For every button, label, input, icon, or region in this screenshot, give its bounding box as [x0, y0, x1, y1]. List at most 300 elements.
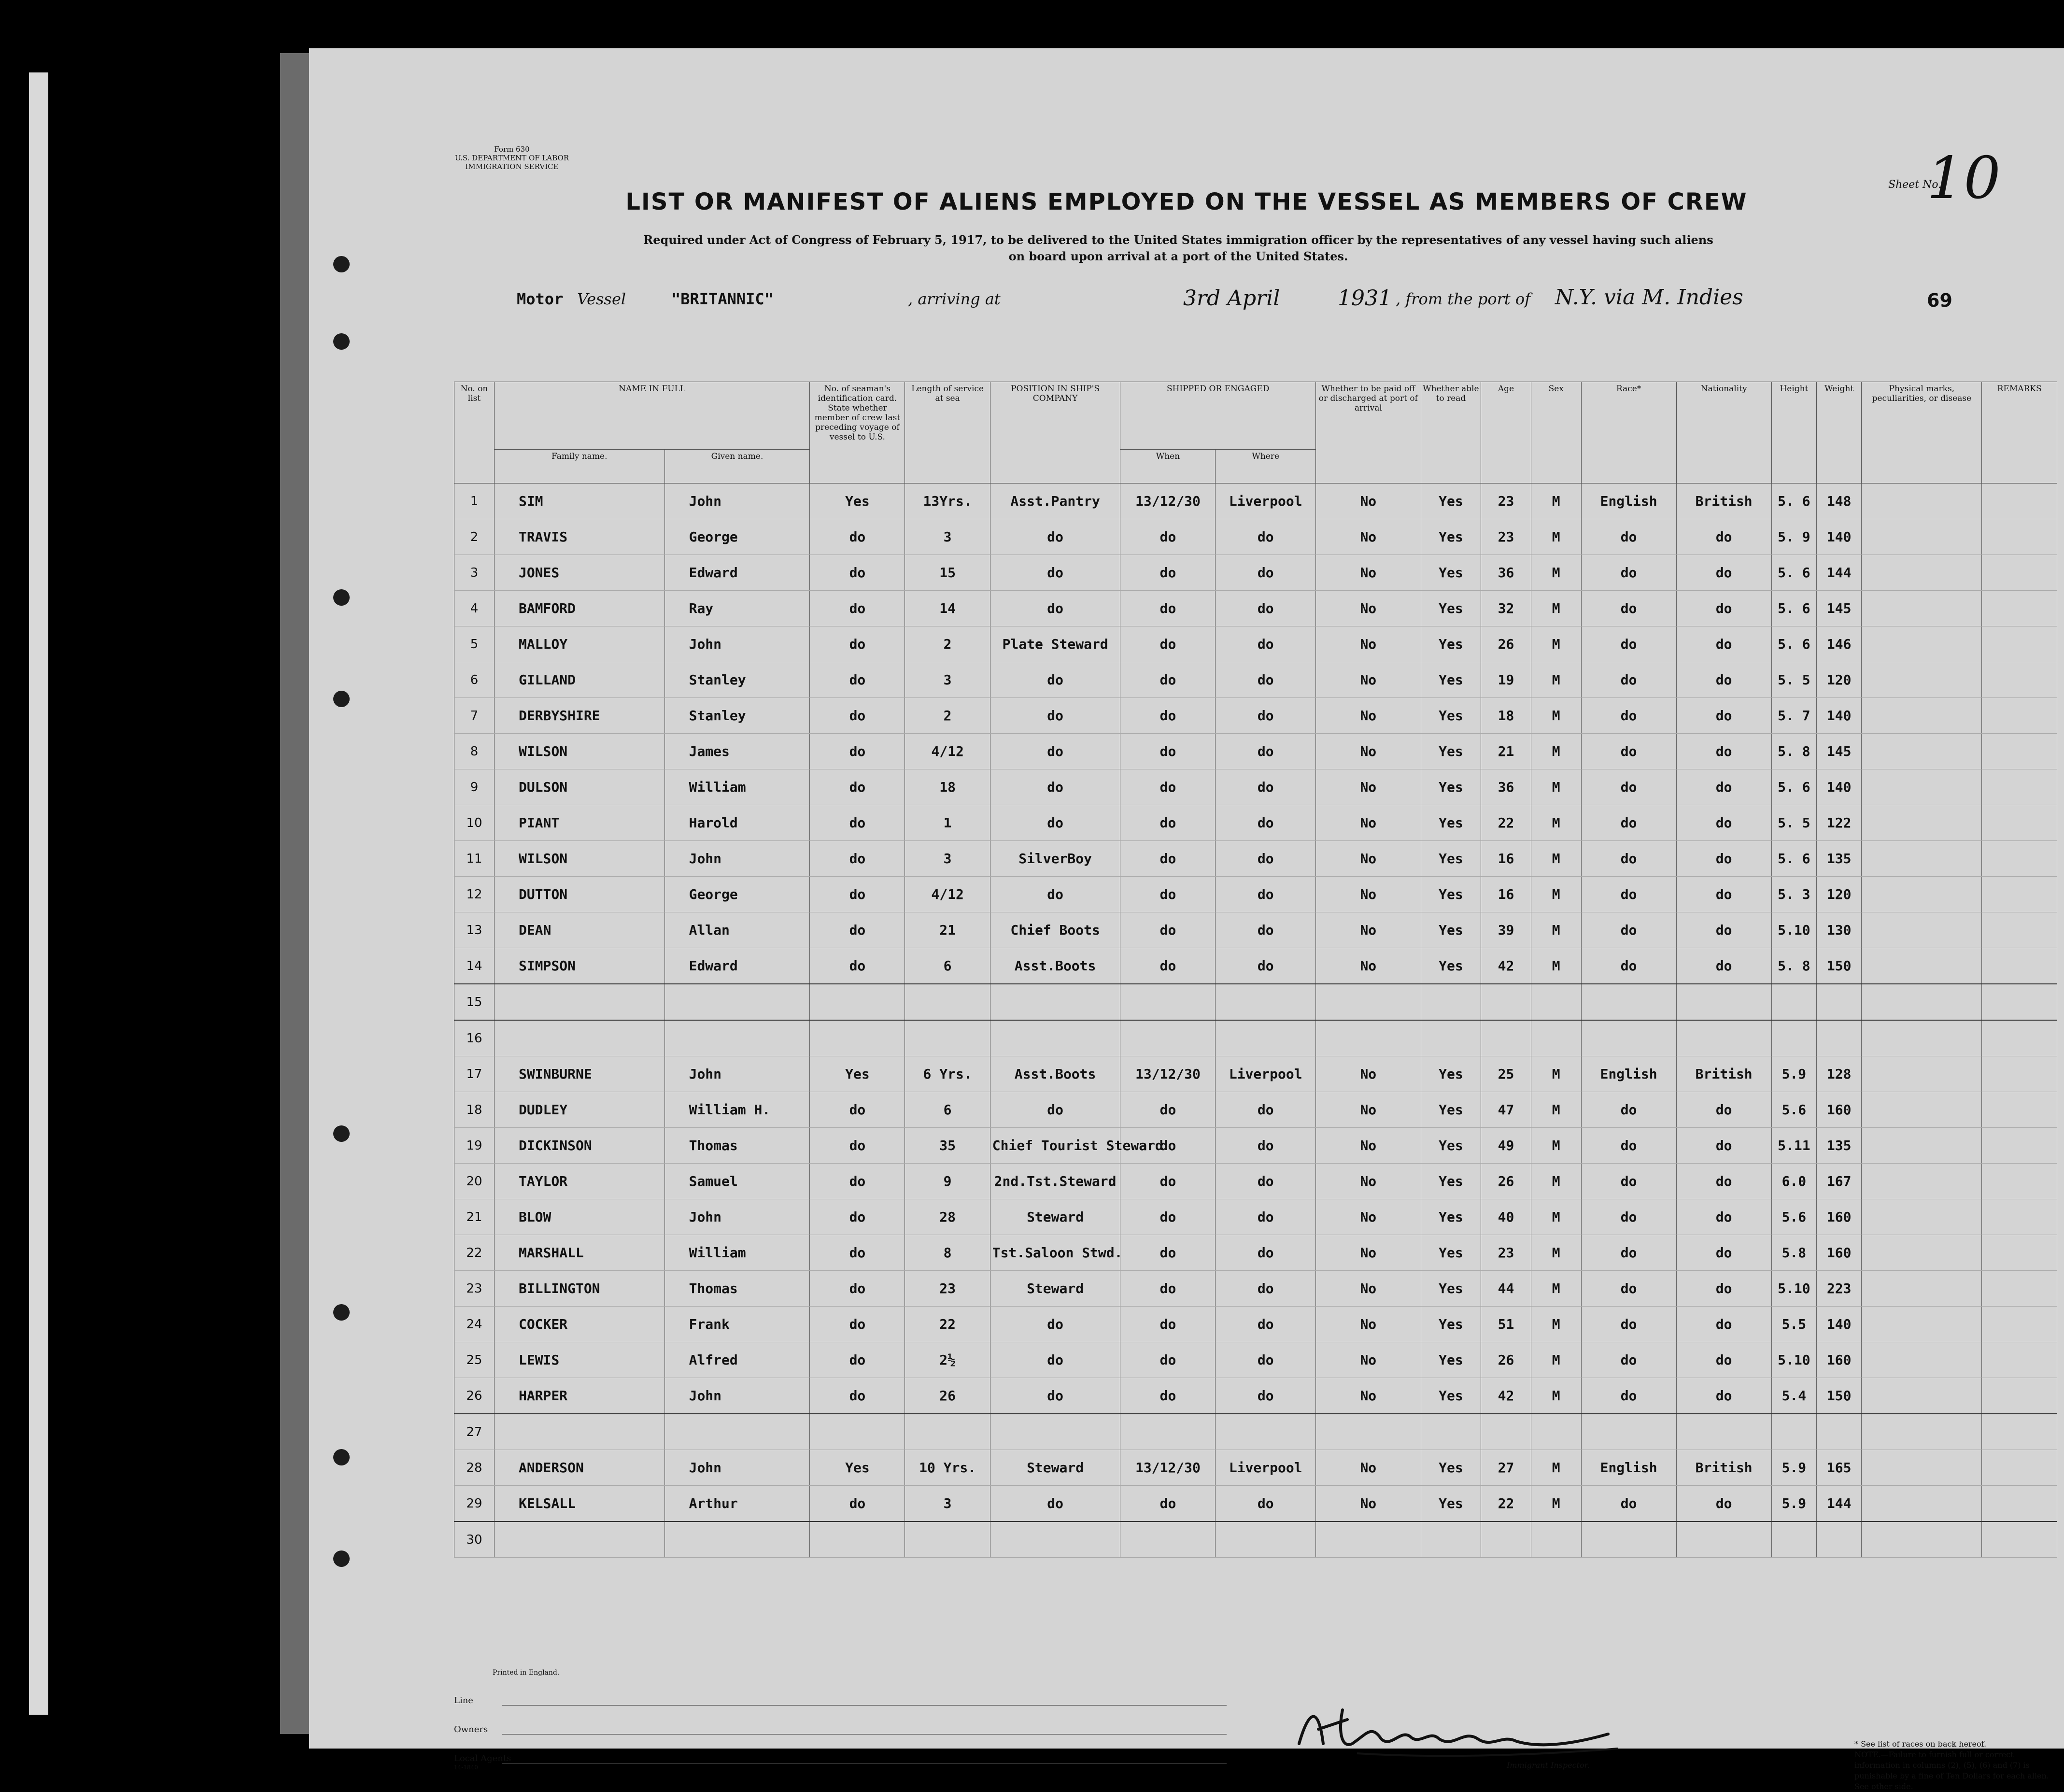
- cell-where: do: [1216, 662, 1315, 698]
- cell-nat: do: [1676, 912, 1771, 948]
- table-row: [454, 841, 2057, 877]
- cell-service: 13Yrs.: [905, 484, 990, 519]
- cell-prev: do: [810, 698, 905, 734]
- cell-nat: [1676, 1522, 1771, 1558]
- cell-race: do: [1581, 877, 1676, 912]
- cell-read: Yes: [1421, 1378, 1481, 1414]
- table-row: [454, 1486, 2057, 1522]
- col-when: When: [1120, 450, 1216, 484]
- cell-read: Yes: [1421, 1128, 1481, 1164]
- cell-prev: do: [810, 519, 905, 555]
- cell-where: do: [1216, 841, 1315, 877]
- cell-sex: M: [1531, 519, 1581, 555]
- cell-where: do: [1216, 1164, 1315, 1199]
- cell-paid: No: [1315, 1164, 1421, 1199]
- cell-no: 4: [454, 591, 495, 626]
- cell-paid: No: [1315, 1378, 1421, 1414]
- cell-family: TAYLOR: [494, 1164, 664, 1199]
- cell-remarks: [1982, 1128, 2057, 1164]
- cell-remarks: [1982, 984, 2057, 1020]
- cell-where: do: [1216, 591, 1315, 626]
- cell-prev: do: [810, 734, 905, 769]
- printed-note: Printed in England.: [493, 1669, 560, 1677]
- table-row: [454, 1414, 2057, 1450]
- page-subtitle: [599, 232, 1758, 265]
- cell-remarks: [1982, 948, 2057, 984]
- cell-race: [1581, 1020, 1676, 1056]
- cell-weight: 120: [1817, 662, 1862, 698]
- cell-prev: do: [810, 555, 905, 591]
- cell-no: 30: [454, 1522, 495, 1558]
- vessel-line: [309, 285, 2064, 319]
- cell-no: 13: [454, 912, 495, 948]
- inspector-label: Immigrant Inspector.: [1507, 1761, 1590, 1770]
- cell-position: Steward: [990, 1450, 1120, 1486]
- cell-prev: do: [810, 1235, 905, 1271]
- cell-age: 16: [1481, 841, 1531, 877]
- cell-given: John: [664, 1199, 810, 1235]
- cell-no: 12: [454, 877, 495, 912]
- cell-where: do: [1216, 1342, 1315, 1378]
- cell-weight: 160: [1817, 1199, 1862, 1235]
- cell-service: 2: [905, 626, 990, 662]
- cell-given: [664, 984, 810, 1020]
- cell-nat: do: [1676, 1092, 1771, 1128]
- cell-family: BAMFORD: [494, 591, 664, 626]
- cell-read: Yes: [1421, 1199, 1481, 1235]
- cell-height: 5.10: [1771, 1342, 1816, 1378]
- cell-height: [1771, 984, 1816, 1020]
- cell-marks: [1862, 519, 1982, 555]
- cell-race: do: [1581, 912, 1676, 948]
- cell-service: 9: [905, 1164, 990, 1199]
- cell-service: 3: [905, 662, 990, 698]
- cell-age: 19: [1481, 662, 1531, 698]
- cell-sex: M: [1531, 1164, 1581, 1199]
- cell-marks: [1862, 1164, 1982, 1199]
- cell-read: Yes: [1421, 948, 1481, 984]
- vessel-type: Motor: [517, 290, 564, 308]
- subtitle-line-1: Required under Act of Congress of February 5, 1917, to be delivered to the United States immigration officer by the representatives of any vessel having such aliens: [643, 233, 1713, 247]
- agents-code: 14-1840: [454, 1764, 478, 1771]
- cell-nat: do: [1676, 591, 1771, 626]
- cell-race: do: [1581, 698, 1676, 734]
- cell-read: Yes: [1421, 484, 1481, 519]
- cell-weight: 145: [1817, 591, 1862, 626]
- crew-manifest-table: [454, 382, 2057, 1558]
- cell-where: do: [1216, 519, 1315, 555]
- cell-family: LEWIS: [494, 1342, 664, 1378]
- cell-marks: [1862, 555, 1982, 591]
- page-title: LIST OR MANIFEST OF ALIENS EMPLOYED ON THE VESSEL AS MEMBERS OF CREW: [625, 188, 1748, 215]
- cell-nat: do: [1676, 769, 1771, 805]
- cell-marks: [1862, 1128, 1982, 1164]
- cell-sex: M: [1531, 1199, 1581, 1235]
- cell-when: [1120, 1414, 1216, 1450]
- cell-height: 5. 3: [1771, 877, 1816, 912]
- penalty-note: NOTE.—Failure to furnish full or correct information in columns (2), (5), (6) and (7) is punishable by a fine of Ten Dollars for each alien. See other side.: [1854, 1750, 2049, 1791]
- cell-paid: No: [1315, 769, 1421, 805]
- page-number: 69: [1927, 290, 1952, 311]
- cell-sex: M: [1531, 1056, 1581, 1092]
- cell-marks: [1862, 698, 1982, 734]
- cell-family: TRAVIS: [494, 519, 664, 555]
- cell-when: do: [1120, 769, 1216, 805]
- cell-no: 11: [454, 841, 495, 877]
- cell-given: [664, 1414, 810, 1450]
- arriving-label: , arriving at: [908, 290, 1001, 308]
- cell-age: 47: [1481, 1092, 1531, 1128]
- cell-paid: [1315, 984, 1421, 1020]
- cell-height: 5.9: [1771, 1056, 1816, 1092]
- cell-family: DUDLEY: [494, 1092, 664, 1128]
- cell-weight: 135: [1817, 1128, 1862, 1164]
- cell-race: do: [1581, 591, 1676, 626]
- cell-weight: 140: [1817, 1307, 1862, 1342]
- cell-position: do: [990, 698, 1120, 734]
- cell-no: 9: [454, 769, 495, 805]
- cell-nat: [1676, 1414, 1771, 1450]
- owners-rule: [502, 1734, 1227, 1735]
- cell-family: SIM: [494, 484, 664, 519]
- cell-when: do: [1120, 1128, 1216, 1164]
- sheet-number: 10: [1927, 145, 2001, 212]
- cell-age: [1481, 984, 1531, 1020]
- table-row: [454, 484, 2057, 519]
- cell-marks: [1862, 1450, 1982, 1486]
- cell-family: JONES: [494, 555, 664, 591]
- cell-age: 27: [1481, 1450, 1531, 1486]
- cell-remarks: [1982, 841, 2057, 877]
- cell-position: SilverBoy: [990, 841, 1120, 877]
- cell-service: [905, 1414, 990, 1450]
- cell-when: do: [1120, 877, 1216, 912]
- cell-service: 6 Yrs.: [905, 1056, 990, 1092]
- table-row: [454, 626, 2057, 662]
- vessel-name: "BRITANNIC": [671, 290, 774, 308]
- cell-weight: 148: [1817, 484, 1862, 519]
- col-given-name: Given name.: [664, 450, 810, 484]
- cell-read: Yes: [1421, 1486, 1481, 1522]
- cell-given: Thomas: [664, 1128, 810, 1164]
- cell-remarks: [1982, 769, 2057, 805]
- cell-weight: 146: [1817, 626, 1862, 662]
- cell-sex: M: [1531, 1128, 1581, 1164]
- cell-no: 15: [454, 984, 495, 1020]
- table-row: [454, 662, 2057, 698]
- cell-weight: 135: [1817, 841, 1862, 877]
- cell-race: do: [1581, 555, 1676, 591]
- cell-position: Asst.Boots: [990, 948, 1120, 984]
- cell-when: 13/12/30: [1120, 484, 1216, 519]
- cell-where: [1216, 1414, 1315, 1450]
- cell-family: KELSALL: [494, 1486, 664, 1522]
- cell-when: do: [1120, 662, 1216, 698]
- cell-marks: [1862, 1378, 1982, 1414]
- cell-given: John: [664, 841, 810, 877]
- cell-where: Liverpool: [1216, 1450, 1315, 1486]
- col-remarks: REMARKS: [1982, 382, 2057, 484]
- cell-family: DULSON: [494, 769, 664, 805]
- cell-sex: M: [1531, 805, 1581, 841]
- cell-age: 23: [1481, 484, 1531, 519]
- cell-position: Tst.Saloon Stwd.: [990, 1235, 1120, 1271]
- cell-remarks: [1982, 1164, 2057, 1199]
- cell-weight: 167: [1817, 1164, 1862, 1199]
- cell-where: do: [1216, 734, 1315, 769]
- cell-nat: do: [1676, 948, 1771, 984]
- manifest-page: [309, 48, 2064, 1791]
- cell-service: 15: [905, 555, 990, 591]
- cell-marks: [1862, 769, 1982, 805]
- cell-position: [990, 984, 1120, 1020]
- cell-remarks: [1982, 484, 2057, 519]
- cell-when: do: [1120, 591, 1216, 626]
- cell-when: do: [1120, 1271, 1216, 1307]
- cell-age: 32: [1481, 591, 1531, 626]
- cell-no: 18: [454, 1092, 495, 1128]
- cell-race: do: [1581, 1164, 1676, 1199]
- cell-nat: do: [1676, 1235, 1771, 1271]
- cell-service: 3: [905, 1486, 990, 1522]
- cell-sex: M: [1531, 484, 1581, 519]
- cell-position: do: [990, 1307, 1120, 1342]
- cell-read: Yes: [1421, 1342, 1481, 1378]
- cell-read: [1421, 1522, 1481, 1558]
- cell-when: do: [1120, 805, 1216, 841]
- cell-service: 35: [905, 1128, 990, 1164]
- cell-read: [1421, 1414, 1481, 1450]
- cell-family: [494, 1020, 664, 1056]
- cell-sex: M: [1531, 555, 1581, 591]
- cell-when: do: [1120, 1378, 1216, 1414]
- cell-race: do: [1581, 662, 1676, 698]
- table-row: [454, 948, 2057, 984]
- cell-when: [1120, 984, 1216, 1020]
- cell-weight: 128: [1817, 1056, 1862, 1092]
- cell-age: [1481, 1020, 1531, 1056]
- cell-position: do: [990, 662, 1120, 698]
- cell-paid: No: [1315, 1450, 1421, 1486]
- cell-sex: M: [1531, 662, 1581, 698]
- cell-age: 36: [1481, 769, 1531, 805]
- cell-nat: do: [1676, 1307, 1771, 1342]
- cell-weight: 122: [1817, 805, 1862, 841]
- cell-age: 23: [1481, 1235, 1531, 1271]
- cell-paid: No: [1315, 591, 1421, 626]
- cell-height: [1771, 1522, 1816, 1558]
- cell-position: [990, 1522, 1120, 1558]
- cell-no: 16: [454, 1020, 495, 1056]
- cell-height: 5.9: [1771, 1450, 1816, 1486]
- cell-marks: [1862, 984, 1982, 1020]
- cell-read: [1421, 984, 1481, 1020]
- cell-marks: [1862, 626, 1982, 662]
- cell-prev: do: [810, 1307, 905, 1342]
- cell-race: do: [1581, 519, 1676, 555]
- cell-paid: [1315, 1522, 1421, 1558]
- cell-service: 21: [905, 912, 990, 948]
- cell-sex: M: [1531, 912, 1581, 948]
- col-nationality: Nationality: [1676, 382, 1771, 484]
- cell-given: George: [664, 519, 810, 555]
- cell-read: Yes: [1421, 662, 1481, 698]
- cell-given: Samuel: [664, 1164, 810, 1199]
- table-row: [454, 1128, 2057, 1164]
- cell-position: [990, 1414, 1120, 1450]
- cell-when: 13/12/30: [1120, 1056, 1216, 1092]
- cell-where: do: [1216, 1307, 1315, 1342]
- cell-marks: [1862, 1235, 1982, 1271]
- table-row: [454, 698, 2057, 734]
- table-row: [454, 984, 2057, 1020]
- cell-nat: do: [1676, 1486, 1771, 1522]
- cell-height: 5. 6: [1771, 591, 1816, 626]
- cell-prev: do: [810, 1164, 905, 1199]
- cell-read: Yes: [1421, 519, 1481, 555]
- cell-given: Stanley: [664, 698, 810, 734]
- cell-when: do: [1120, 1199, 1216, 1235]
- cell-remarks: [1982, 1486, 2057, 1522]
- cell-remarks: [1982, 1522, 2057, 1558]
- cell-height: 5. 6: [1771, 626, 1816, 662]
- inspector-signature: [1289, 1691, 1627, 1763]
- cell-when: do: [1120, 841, 1216, 877]
- cell-race: English: [1581, 1056, 1676, 1092]
- cell-no: 26: [454, 1378, 495, 1414]
- cell-height: [1771, 1020, 1816, 1056]
- cell-service: 22: [905, 1307, 990, 1342]
- cell-position: do: [990, 519, 1120, 555]
- cell-race: do: [1581, 734, 1676, 769]
- adjacent-page-edge: [29, 72, 48, 1715]
- cell-weight: 140: [1817, 698, 1862, 734]
- cell-sex: M: [1531, 1342, 1581, 1378]
- cell-nat: do: [1676, 841, 1771, 877]
- cell-where: [1216, 1522, 1315, 1558]
- cell-race: do: [1581, 1092, 1676, 1128]
- cell-when: 13/12/30: [1120, 1450, 1216, 1486]
- cell-nat: do: [1676, 805, 1771, 841]
- cell-sex: M: [1531, 877, 1581, 912]
- cell-age: 49: [1481, 1128, 1531, 1164]
- cell-no: 19: [454, 1128, 495, 1164]
- cell-where: do: [1216, 626, 1315, 662]
- cell-given: John: [664, 1056, 810, 1092]
- cell-sex: M: [1531, 948, 1581, 984]
- cell-given: William: [664, 769, 810, 805]
- cell-given: James: [664, 734, 810, 769]
- cell-remarks: [1982, 1020, 2057, 1056]
- cell-prev: do: [810, 662, 905, 698]
- col-sex: Sex: [1531, 382, 1581, 484]
- cell-prev: [810, 984, 905, 1020]
- cell-weight: [1817, 1020, 1862, 1056]
- cell-age: 44: [1481, 1271, 1531, 1307]
- cell-no: 20: [454, 1164, 495, 1199]
- cell-height: 5.10: [1771, 1271, 1816, 1307]
- cell-where: do: [1216, 1199, 1315, 1235]
- cell-paid: No: [1315, 519, 1421, 555]
- cell-no: 21: [454, 1199, 495, 1235]
- cell-weight: 165: [1817, 1450, 1862, 1486]
- cell-marks: [1862, 1522, 1982, 1558]
- cell-prev: do: [810, 591, 905, 626]
- cell-family: [494, 1522, 664, 1558]
- cell-position: Plate Steward: [990, 626, 1120, 662]
- cell-family: HARPER: [494, 1378, 664, 1414]
- cell-family: PIANT: [494, 805, 664, 841]
- cell-weight: 130: [1817, 912, 1862, 948]
- cell-where: do: [1216, 1092, 1315, 1128]
- cell-age: 26: [1481, 1342, 1531, 1378]
- cell-paid: No: [1315, 841, 1421, 877]
- cell-sex: [1531, 1522, 1581, 1558]
- cell-no: 28: [454, 1450, 495, 1486]
- cell-given: John: [664, 1450, 810, 1486]
- cell-family: [494, 984, 664, 1020]
- cell-family: DICKINSON: [494, 1128, 664, 1164]
- cell-position: do: [990, 877, 1120, 912]
- cell-read: Yes: [1421, 912, 1481, 948]
- cell-age: 25: [1481, 1056, 1531, 1092]
- cell-prev: do: [810, 1486, 905, 1522]
- cell-age: [1481, 1414, 1531, 1450]
- cell-where: do: [1216, 877, 1315, 912]
- agents-label: Local Agents: [454, 1753, 511, 1764]
- cell-race: English: [1581, 484, 1676, 519]
- cell-race: do: [1581, 1307, 1676, 1342]
- col-physical-marks: Physical marks, peculiarities, or disease: [1862, 382, 1982, 484]
- cell-height: 5.8: [1771, 1235, 1816, 1271]
- table-row: [454, 1271, 2057, 1307]
- table-row: [454, 1020, 2057, 1056]
- col-age: Age: [1481, 382, 1531, 484]
- vessel-label: Vessel: [577, 290, 626, 308]
- col-read: Whether able to read: [1421, 382, 1481, 484]
- cell-given: Thomas: [664, 1271, 810, 1307]
- cell-family: SIMPSON: [494, 948, 664, 984]
- cell-height: 6.0: [1771, 1164, 1816, 1199]
- cell-service: 6: [905, 1092, 990, 1128]
- cell-remarks: [1982, 1056, 2057, 1092]
- cell-remarks: [1982, 591, 2057, 626]
- cell-given: William H.: [664, 1092, 810, 1128]
- cell-marks: [1862, 877, 1982, 912]
- cell-weight: 160: [1817, 1235, 1862, 1271]
- table-row: [454, 519, 2057, 555]
- cell-paid: No: [1315, 734, 1421, 769]
- cell-paid: No: [1315, 1235, 1421, 1271]
- cell-position: do: [990, 805, 1120, 841]
- cell-no: 22: [454, 1235, 495, 1271]
- cell-height: 5. 5: [1771, 805, 1816, 841]
- cell-prev: do: [810, 1128, 905, 1164]
- cell-weight: [1817, 1414, 1862, 1450]
- cell-service: 28: [905, 1199, 990, 1235]
- cell-marks: [1862, 1307, 1982, 1342]
- col-family-name: Family name.: [494, 450, 664, 484]
- cell-service: [905, 1020, 990, 1056]
- cell-where: [1216, 984, 1315, 1020]
- cell-when: do: [1120, 1164, 1216, 1199]
- cell-marks: [1862, 734, 1982, 769]
- cell-race: do: [1581, 626, 1676, 662]
- cell-position: do: [990, 591, 1120, 626]
- cell-marks: [1862, 912, 1982, 948]
- cell-age: 26: [1481, 626, 1531, 662]
- cell-sex: M: [1531, 841, 1581, 877]
